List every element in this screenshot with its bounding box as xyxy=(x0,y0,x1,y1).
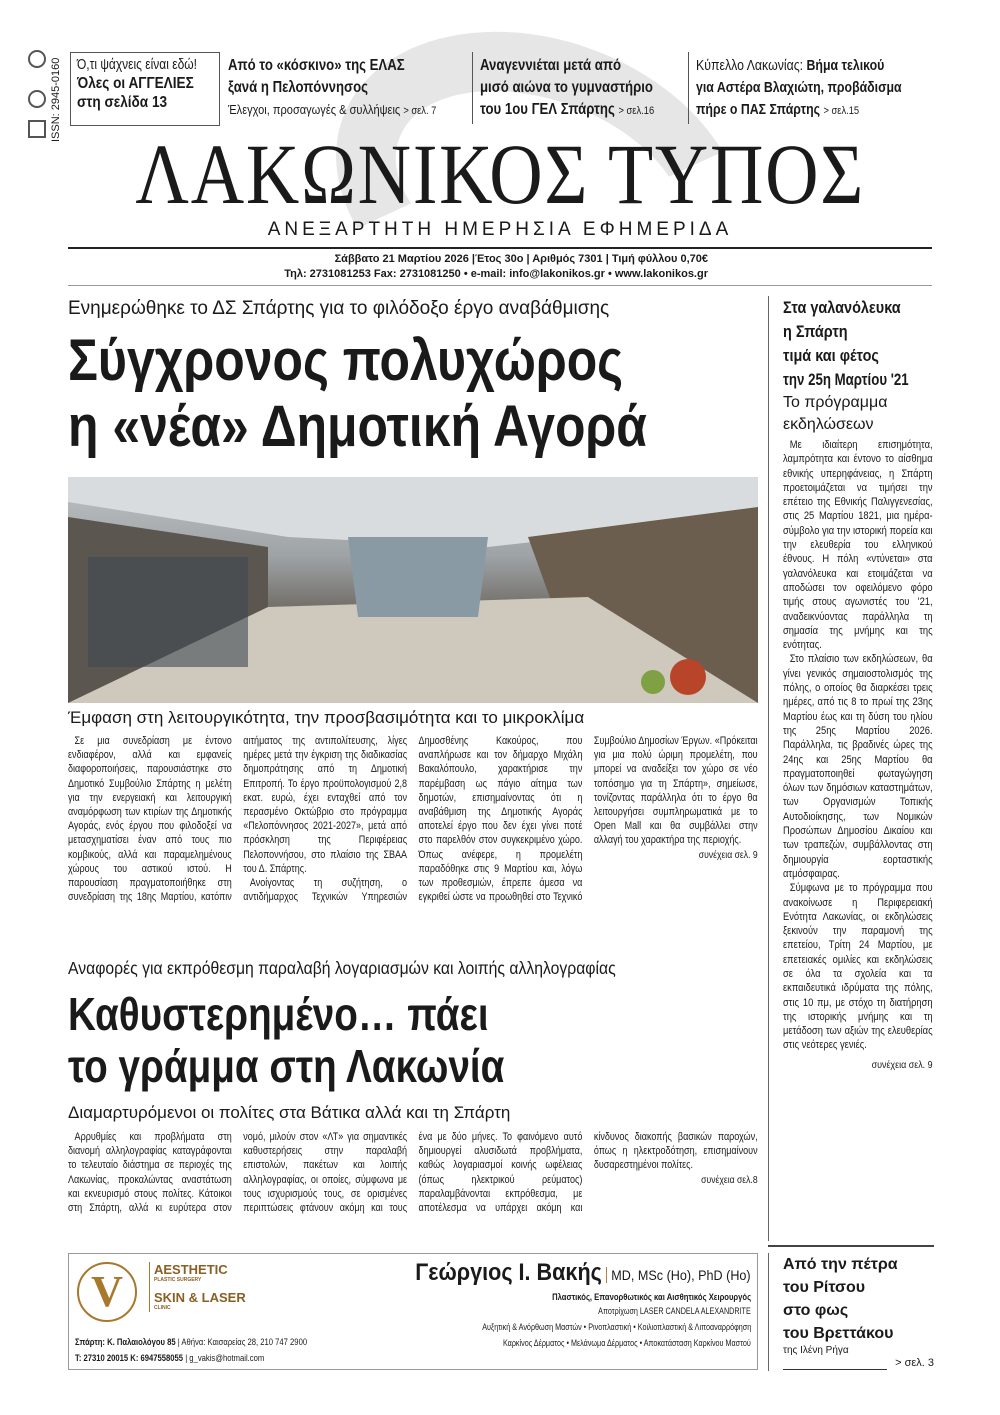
masthead-subtitle: ΑΝΕΞΑΡΤΗΤΗ ΗΜΕΡΗΣΙΑ ΕΦΗΜΕΡΙΔΑ xyxy=(267,219,733,240)
second-continued[interactable]: συνέχεια σελ.8 xyxy=(701,1173,758,1186)
headline-line: Καθυστερημένο… πάει xyxy=(68,988,489,1040)
teaser-label: Κύπελλο Λακωνίας: xyxy=(696,58,807,74)
lead-kicker: Ενημερώθηκε το ΔΣ Σπάρτης για το φιλόδοξο έργο αναβάθμισης xyxy=(68,298,610,319)
brand-name: SKIN & LASER xyxy=(154,1290,246,1305)
doctor-name: Γεώργιος Ι. Βακής xyxy=(415,1259,603,1286)
teaser-title: για Αστέρα Βλαχιώτη, προβάδισμα xyxy=(696,80,902,96)
sidebar-body xyxy=(783,438,933,1071)
lead-caption: Έμφαση στη λειτουργικότητα, την προσβασιμότητα και το μικροκλίμα xyxy=(68,708,585,727)
subhead-line: Το πρόγραμμα xyxy=(783,394,888,411)
teaser-gym[interactable] xyxy=(480,55,684,122)
masthead xyxy=(68,126,932,222)
headline-line: Σύγχρονος πολυχώρος xyxy=(68,328,624,393)
brand-name: AESTHETIC xyxy=(154,1262,228,1277)
promo-title-line: στο φως xyxy=(783,1302,849,1319)
teaser-page: > σελ. 7 xyxy=(403,105,437,117)
teaser-title: Από το «κόσκινο» της ΕΛΑΣ xyxy=(228,57,405,74)
promo-ritsos[interactable] xyxy=(768,1253,934,1371)
headline-line: η Σπάρτη xyxy=(783,322,848,341)
headline-line: την 25η Μαρτίου '21 xyxy=(783,370,909,389)
service-line: Αυξητική & Ανόρθωση Μαστών • Ρινοπλαστική • Κοιλιοπλαστική & Λιποαναρρόφηση xyxy=(482,1322,751,1332)
dateline-issue: Σάββατο 21 Μαρτίου 2026 |Έτος 30ο | Αριθμός 7301 | Τιμή φύλλου 0,70€ xyxy=(334,253,708,265)
sidebar-story xyxy=(768,296,934,1241)
doctor-degrees: MD, MSc (Ho), PhD (Ho) xyxy=(606,1267,751,1283)
brand-sub: PLASTIC SURGERY xyxy=(154,1277,202,1283)
second-kicker-line xyxy=(68,958,677,979)
eata-logo-icon xyxy=(28,50,46,68)
second-paragraph: Αρρυθμίες και προβλήματα στη διανομή αλληλογραφίας καταγράφονται το τελευταίο διάστημα σε περιοχές της Λακωνίας, προκαλώντας αναστάτωση και εκνευρισμό στους πολίτες. Κάτοικοι στη Σπάρτη, αλλά κι ευρύτερα στον νομό, μιλούν στον «ΛΤ» για σημαντικές καθυστερήσεις στην παραλαβή επιστολών, πακέτων και λοιπής αλληλογραφίας, οι οποίες, σύμφωνα με τους ισχυρισμούς τους, σε ορισμένες περιπτώσεις φτάνουν ακόμη και τους ένα με δύο μήνες. Το φαινόμενο αυτό δημιουργεί αλυσιδωτά προβλήματα, καθώς λογαριασμοί κοινής ωφέλειας (όπως ηλεκτρικού ρεύματος) παραλαμβάνονται εκπρόθεσμα, με αποτέλεσμα να υπάρχει ακόμη και κίνδυνος διακοπής βασικών παροχών, όπως η ηλεκτροδότηση, επισημαίνουν δυσαρεστημένοι πολίτες. xyxy=(68,1131,758,1215)
brand-sub: CLINIC xyxy=(154,1305,171,1311)
lead-body xyxy=(68,734,758,904)
teaser-page: > σελ.16 xyxy=(618,105,655,117)
service-line: Αποτρίχωση LASER CANDELA ALEXANDRITE xyxy=(598,1306,751,1316)
service-line: Καρκίνος Δέρματος • Μελάνωμα Δέρματος • Αποκατάσταση Καρκίνου Μαστού xyxy=(503,1338,751,1348)
sidebar-continued[interactable]: συνέχεια σελ. 9 xyxy=(871,1058,933,1071)
promo-author: της Ιλένη Ρήγα xyxy=(783,1345,849,1356)
second-kicker: Αναφορές για εκπρόθεσμη παραλαβή λογαριασμών και λοιπής αλληλογραφίας xyxy=(68,958,616,978)
lead-continued[interactable]: συνέχεια σελ. 9 xyxy=(698,848,758,861)
lead-paragraph: Ανοίγοντας τη συζήτηση, ο αντιδήμαρχος Τεχνικών Υπηρεσιών Δημοσθένης Κακούρος, που αναπλήρωσε και τον δήμαρχο Μιχάλη Βακαλόπουλο, χαρακτήρισε την παρέμβαση ως πάγιο αίτημα των δημοτών, επισημαίνοντας ότι η αναβάθμιση της Δημοτικής Αγοράς αποτελεί έργο που δεν έχει γίνει ποτέ στο παρελθόν στον συγκεκριμένο χώρο. Όπως ανέφερε, η προμελέτη παραδόθηκε στις 9 Μαρτίου και, λόγω των προθεσμιών, έπρεπε άμεσα να εγκριθεί ώστε να προωθηθεί στο Τεχνικό Συμβούλιο Δημοσίων Έργων. «Πρόκειται για μια πολύ ώριμη προμελέτη, που μπορεί να αναδείξει τον χώρο σε νέο τοπόσημο για τη Σπάρτη», σημείωσε, τονίζοντας παράλληλα ότι το έργο θα λειτουργήσει συμπληρωματικά με το Open Mall και θα συμβάλλει στην αλλαγή του χαρακτήρα της περιοχής. xyxy=(243,735,758,904)
barcode-icon xyxy=(28,120,46,138)
divider xyxy=(68,285,932,286)
sidebar-subhead xyxy=(783,392,934,436)
promo-title-line: του Βρεττάκου xyxy=(783,1325,894,1342)
teaser-sub: Έλεγχοι, προσαγωγές & συλλήψεις xyxy=(228,102,401,117)
divider xyxy=(472,52,473,124)
issn-strip xyxy=(26,50,62,145)
headline-line: Στα γαλανόλευκα xyxy=(783,298,901,317)
lead-headline[interactable] xyxy=(68,328,741,460)
clinic-address: Σπάρτη: Κ. Παλαιολόγου 85 xyxy=(75,1337,176,1347)
clinic-phones: Τ: 27310 20015 Κ: 6947558055 xyxy=(75,1353,184,1363)
headline-line: η «νέα» Δημοτική Αγορά xyxy=(68,394,647,459)
classifieds-line: Ό,τι ψάχνεις είναι εδώ! xyxy=(77,56,197,73)
divider xyxy=(68,247,932,249)
headline-line: τιμά και φέτος xyxy=(783,346,879,365)
lead-paragraph: Σε μια συνεδρίαση με έντονο ενδιαφέρον, αλλά και εμφανείς διαφοροποιήσεις, παρουσιάστηκε στο Δημοτικό Συμβούλιο Σπάρτης η μελέτη για την ενεργειακή και λειτουργική αναμόρφωση των κτιρίων της Δημοτικής Αγοράς, ενός έργου που φιλοδοξεί να μετασχηματίσει έναν από τους πιο κομβικούς, αλλά και παραμελημένους χώρους του αστικού ιστού. Η παρουσίαση πραγματοποιήθηκε στη συνεδρίαση της 18ης Μαρτίου, κατόπιν αιτήματος της αντιπολίτευσης, λίγες ημέρες μετά την έγκριση της διαδικασίας δημοπράτησης από τη Δημοτική Επιτροπή. Το έργο προϋπολογισμού 2,8 εκατ. ευρώ, έχει ενταχθεί από τον περασμένο Οκτώβριο στο πρόγραμμα «Πελοπόννησος 2021-2027», μετά από πρόσκληση της Περιφέρειας Πελοποννήσου, στο πλαίσιο της ΣΒΑΑ του Δ. Σπάρτης. xyxy=(68,735,408,904)
masthead-title: ΛΑΚΩΝΙΚΟΣ ΤΥΠΟΣ xyxy=(135,126,865,222)
sidebar-paragraph: Στο πλαίσιο των εκδηλώσεων, θα γίνει γενικός σημαιοστολισμός της πόλης, ο οποίος θα διαρκέσει τρεις ημέρες, από τις 8 το πρωί της 23ης Μαρτίου έως και τη δύση του ηλίου της 25ης Μαρτίου 2026. Παράλληλα, τις βραδινές ώρες της 24ης και 25ης Μαρτίου θα πραγματοποιηθεί φωταγώγηση όλων των δημόσιων καταστημάτων, των Οργανισμών Τοπικής Αυτοδιοίκησης, των Νομικών Προσώπων Δημοσίου Δικαίου και των τραπεζών, συμβάλλοντας στη δημιουργία εορταστικής ατμόσφαιρας. xyxy=(783,653,933,880)
teaser-title: πήρε ο ΠΑΣ Σπάρτης xyxy=(696,102,821,118)
headline-line: το γράμμα στη Λακωνία xyxy=(68,1040,505,1092)
dateline-contact: Τηλ: 2731081253 Fax: 2731081250 • e-mail: info@lakonikos.gr • www.lakonikos.gr xyxy=(284,268,708,280)
classifieds-line: στη σελίδα 13 xyxy=(77,94,168,111)
promo-rule xyxy=(783,1364,887,1370)
doctor-specialty: Πλαστικός, Επανορθωτικός και Αισθητικός Χειρουργός xyxy=(552,1292,751,1302)
issn-text: ISSN: 2945-0160 xyxy=(50,57,62,142)
teaser-police[interactable] xyxy=(228,55,466,122)
promo-title-line: Από την πέτρα xyxy=(783,1256,898,1273)
divider xyxy=(688,52,689,124)
promo-title-line: του Ρίτσου xyxy=(783,1279,866,1296)
teaser-cup[interactable] xyxy=(696,55,936,122)
teaser-title: μισό αιώνα το γυμναστήριο xyxy=(480,79,653,96)
promo-page: > σελ. 3 xyxy=(895,1357,934,1369)
clinic-advertisement[interactable] xyxy=(68,1253,758,1370)
sidebar-paragraph: Με ιδιαίτερη επισημότητα, λαμπρότητα και έντονο το αίσθημα εθνικής υπερηφάνειας, η Σπάρτη προετοιμάζεται να τιμήσει την επέτειο της Εθνικής Παλιγγενεσίας, στις 25 Μαρτίου 1821, μια ημέρα-σύμβολο για την ιστορική πορεία και την ελευθερία του ελληνικού έθνους. Η πόλη «ντύνεται» στα γαλανόλευκα και ετοιμάζεται να αποδώσει τον οφειλόμενο φόρο τιμής στους αγωνιστές του '21, αναδεικνύοντας παράλληλα τη σημασία της μνήμης και της ενότητας. xyxy=(783,439,933,652)
divider xyxy=(768,1245,934,1247)
teaser-title: ξανά η Πελοπόννησος xyxy=(228,79,368,96)
clinic-logo: V xyxy=(77,1262,137,1322)
teaser-page: > σελ.15 xyxy=(823,105,860,117)
seal-icon xyxy=(28,90,46,108)
second-headline[interactable] xyxy=(68,988,588,1092)
classifieds-box[interactable] xyxy=(70,52,220,126)
sidebar-headline[interactable] xyxy=(783,296,934,392)
sidebar-paragraph: Σύμφωνα με το πρόγραμμα που ανακοίνωσε η Περιφερειακή Ενότητα Λακωνίας, οι εκδηλώσεις ξεκινούν την παραμονή της επετείου, Τρίτη 24 Μαρτίου, με επετειακές ομιλίες και εκδηλώσεις σε όλα τα σχολεία και τα εκπαιδευτικά ιδρύματα της πόλης, στις 10 πμ, με στόχο τη διατήρηση της ιστορικής μνήμης και τη μετάδοση των αξιών της ελευθερίας στις νεότερες γενιές. xyxy=(783,882,933,1052)
clinic-address-athens: | Αθήνα: Καισαρείας 28, 210 747 2900 xyxy=(177,1337,308,1347)
market-render-photo xyxy=(68,477,758,703)
teaser-title: του 1ου ΓΕΛ Σπάρτης xyxy=(480,101,615,118)
teaser-title: Βήμα τελικού xyxy=(806,58,885,74)
classifieds-line: Όλες οι ΑΓΓΕΛΙΕΣ xyxy=(77,75,194,92)
clinic-email: | g_vakis@hotmail.com xyxy=(185,1353,265,1363)
teaser-title: Αναγεννιέται μετά από xyxy=(480,57,622,74)
subhead-line: εκδηλώσεων xyxy=(783,416,874,433)
second-subhead: Διαμαρτυρόμενοι οι πολίτες στα Βάτικα αλλά και τη Σπάρτη xyxy=(68,1103,511,1122)
second-body xyxy=(68,1130,758,1215)
